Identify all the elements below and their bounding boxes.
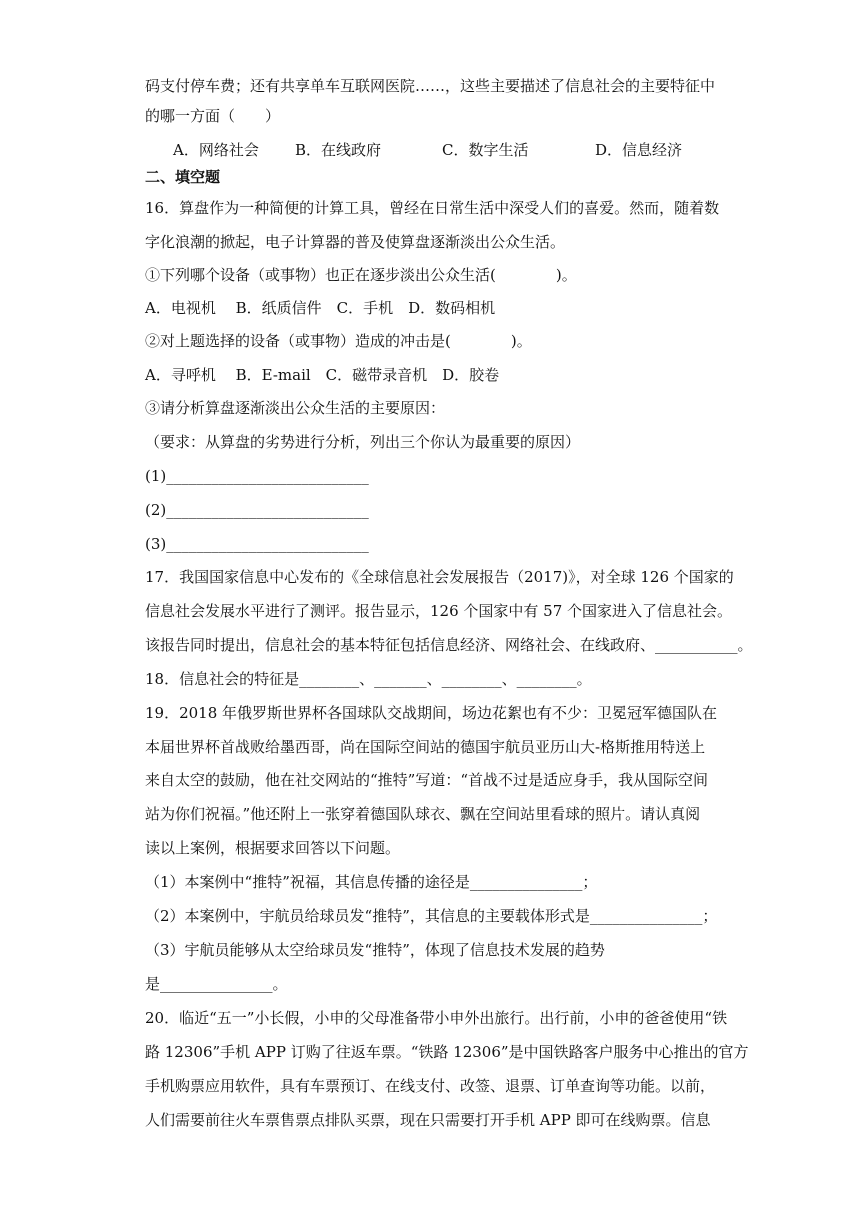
q17-line: 17．我国国家信息中心发布的《全球信息社会发展报告（2017)》，对全球 126 个国家的 (145, 568, 734, 586)
q15-text-line: 码支付停车费；还有共享单车互联网医院……，这些主要描述了信息社会的主要特征中 (145, 77, 716, 95)
q15-option-c: C．数字生活 (442, 141, 529, 159)
q16-answer-line: (3)___________________________ (145, 535, 369, 553)
q19-subquestion: （2）本案例中，宇航员给球员发“推特”，其信息的主要载体形式是_______________； (145, 907, 718, 925)
q16-line: ①下列哪个设备（或事物）也正在逐步淡出公众生活( )。 (145, 266, 577, 284)
q17-line: 信息社会发展水平进行了测评。报告显示，126 个国家中有 57 个国家进入了信息社会。 (145, 602, 733, 620)
q16-line: A．电视机 B．纸质信件 C．手机 D．数码相机 (145, 299, 496, 317)
q16-line: A．寻呼机 B．E-mail C．磁带录音机 D．胶卷 (145, 366, 500, 384)
q16-line: ②对上题选择的设备（或事物）造成的冲击是( )。 (145, 332, 532, 350)
q20-line: 手机购票应用软件，具有车票预订、在线支付、改签、退票、订单查询等功能。以前， (145, 1077, 716, 1095)
q15-option-b: B．在线政府 (295, 141, 382, 159)
q16-line: （要求：从算盘的劣势进行分析，列出三个你认为最重要的原因） (145, 433, 581, 451)
q16-answer-line: (1)___________________________ (145, 467, 369, 485)
q16-line: ③请分析算盘逐渐淡出公众生活的主要原因： (145, 399, 446, 417)
q20-line: 路 12306”手机 APP 订购了往返车票。“铁路 12306”是中国铁路客户服务中心推出的官方 (145, 1043, 749, 1061)
q19-subquestion: （3）宇航员能够从太空给球员发“推特”，体现了信息技术发展的趋势 (145, 941, 605, 959)
q16-answer-line: (2)___________________________ (145, 501, 369, 519)
q20-line: 20．临近“五一”小长假，小申的父母准备带小申外出旅行。出行前，小申的爸爸使用“铁 (145, 1009, 728, 1027)
q19-subquestion: 是_______________。 (145, 975, 288, 993)
q15-option-a: A．网络社会 (173, 141, 259, 159)
q19-line: 来自太空的鼓励，他在社交网站的“推特”写道：“首战不过是适应身手，我从国际空间 (145, 771, 709, 789)
q19-line: 本届世界杯首战败给墨西哥，尚在国际空间站的德国宇航员亚历山大-格斯推用特送上 (145, 738, 706, 756)
q19-line: 站为你们祝福。”他还附上一张穿着德国队球衣、飘在空间站里看球的照片。请认真阅 (145, 805, 701, 823)
section-title: 二、填空题 (145, 168, 221, 186)
q15-option-d: D．信息经济 (595, 141, 683, 159)
q19-subquestion: （1）本案例中“推特”祝福，其信息传播的途径是_______________； (145, 873, 598, 891)
q19-line: 19．2018 年俄罗斯世界杯各国球队交战期间，场边花絮也有不少：卫冕冠军德国队在 (145, 704, 718, 722)
q17-line: 该报告同时提出，信息社会的基本特征包括信息经济、网络社会、在线政府、___________。 (145, 636, 753, 654)
q16-line: 字化浪潮的掀起，电子计算器的普及使算盘逐渐淡出公众生活。 (145, 233, 566, 251)
q19-line: 读以上案例，根据要求回答以下问题。 (145, 839, 401, 857)
q15-text-line: 的哪一方面（ ） (145, 107, 281, 125)
q16-line: 16．算盘作为一种简便的计算工具，曾经在日常生活中深受人们的喜爱。然而，随着数 (145, 199, 720, 217)
q20-line: 人们需要前往火车票售票点排队买票，现在只需要打开手机 APP 即可在线购票。信息 (145, 1111, 711, 1129)
q18-line: 18．信息社会的特征是________、_______、________、________。 (145, 670, 592, 688)
